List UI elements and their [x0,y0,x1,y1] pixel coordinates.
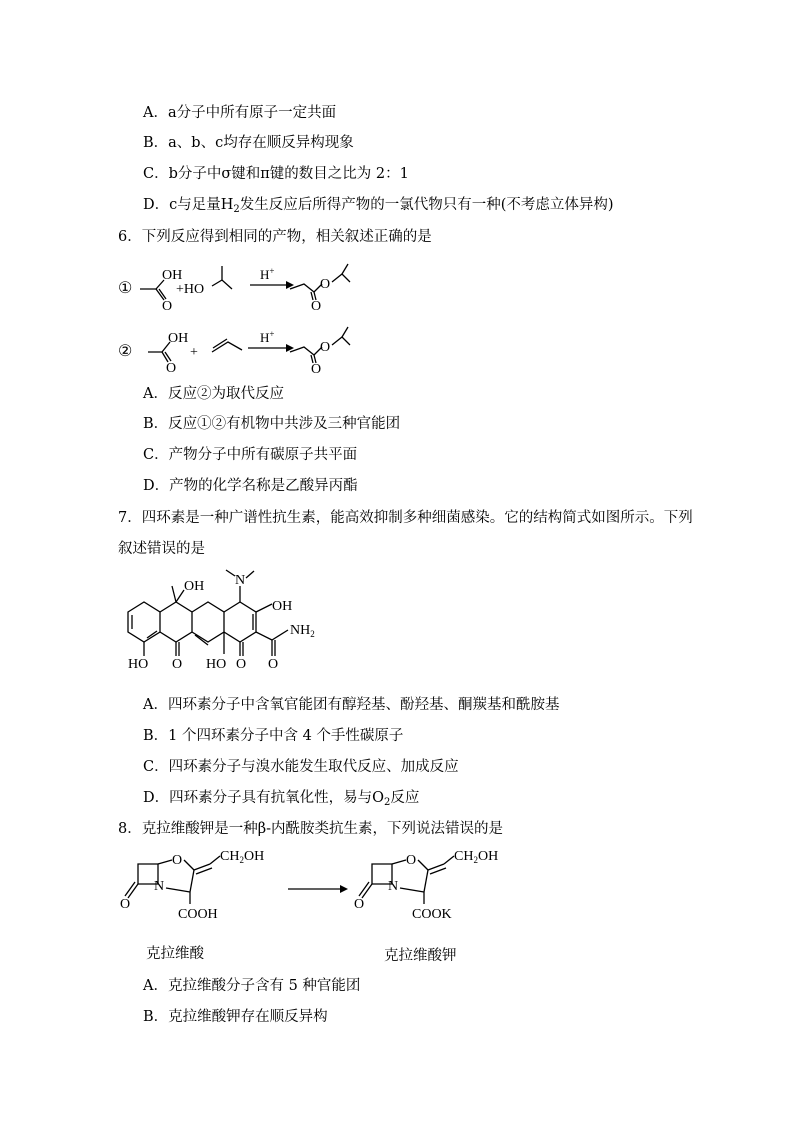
q6-stem: 6．下列反应得到相同的产物，相关叙述正确的是 [118,229,432,245]
oh-label: OH [162,268,183,283]
o-label: O [166,361,177,376]
potassium-clavulanate-structure [352,848,552,938]
ch2oh-label: $CH_2OH$ [454,849,499,865]
q8-option-a: A．克拉维酸分子含有 5 种官能团 [143,978,361,994]
plus-ho-label: +HO [176,282,205,297]
catalyst-label: H+ [260,329,275,345]
q7-option-b: B．1 个四环素分子中含 4 个手性碳原子 [143,728,404,744]
o-label: O [320,277,331,292]
oh-top-label: OH [184,579,205,594]
q7-option-c: C．四环素分子与溴水能发生取代反应、加成反应 [143,759,459,775]
q5-option-a: A．a分子中所有原子一定共面 [143,105,337,121]
tetracycline-structure [122,572,362,682]
o-label: O [320,340,331,355]
o-label: O [311,362,322,377]
q7-stem-line-2: 叙述错误的是 [118,541,205,557]
o-keto-label: O [120,897,131,912]
n-label: N [235,573,246,588]
potassium-clavulanate-name: 克拉维酸钾 [384,948,457,964]
ch2oh-label: $CH_2OH$ [220,849,265,865]
q5-option-c: C．b分子中σ键和π键的数目之比为 2：1 [143,166,409,182]
q6-reaction-1 [118,262,368,312]
ho-label: HO [128,657,149,672]
ho2-label: HO [206,657,227,672]
q6-option-d: D．产物的化学名称是乙酸异丙酯 [143,478,358,494]
n-label: N [388,879,399,894]
oh-label: OH [168,331,189,346]
q6-option-c: C．产物分子中所有碳原子共平面 [143,447,358,463]
q7-stem-line-1: 7．四环素是一种广谱性抗生素，能高效抑制多种细菌感染。它的结构简式如图所示。下列 [118,510,693,526]
q8-stem: 8．克拉维酸钾是一种β-内酰胺类抗生素，下列说法错误的是 [118,821,504,837]
cooh-label: COOH [178,907,218,922]
q5-option-b: B．a、b、c均存在顺反异构现象 [143,135,354,151]
q7-option-d: D．四环素分子具有抗氧化性，易与$O_2$反应 [143,790,420,808]
q6-option-a: A．反应②为取代反应 [143,386,284,402]
oh-right-label: OH [272,599,293,614]
clavulanic-acid-name: 克拉维酸 [146,946,204,962]
q5-option-d: D．c与足量$H_2$发生反应后所得产物的一氯代物只有一种(不考虑立体异构) [143,197,614,215]
reaction-2-label: ② [118,343,133,360]
q6-option-b: B．反应①②有机物中共涉及三种官能团 [143,416,401,432]
q8-reaction-arrow [288,885,348,895]
plus-label: + [190,345,198,360]
q6-reaction-2 [118,328,368,378]
o-ring-label: O [406,853,417,868]
o-ring-label: O [172,853,183,868]
o-label: O [311,299,322,314]
q7-option-a: A．四环素分子中含氧官能团有醇羟基、酚羟基、酮羰基和酰胺基 [143,697,560,713]
o-label: O [162,299,173,314]
o1-label: O [172,657,183,672]
o2-label: O [236,657,247,672]
o3-label: O [268,657,279,672]
nh2-label: $NH_2$ [290,623,315,639]
catalyst-label: H+ [260,266,275,282]
reaction-1-label: ① [118,280,133,297]
q8-option-b: B．克拉维酸钾存在顺反异构 [143,1009,328,1025]
cook-label: COOK [412,907,452,922]
n-label: N [154,879,165,894]
o-keto-label: O [354,897,365,912]
